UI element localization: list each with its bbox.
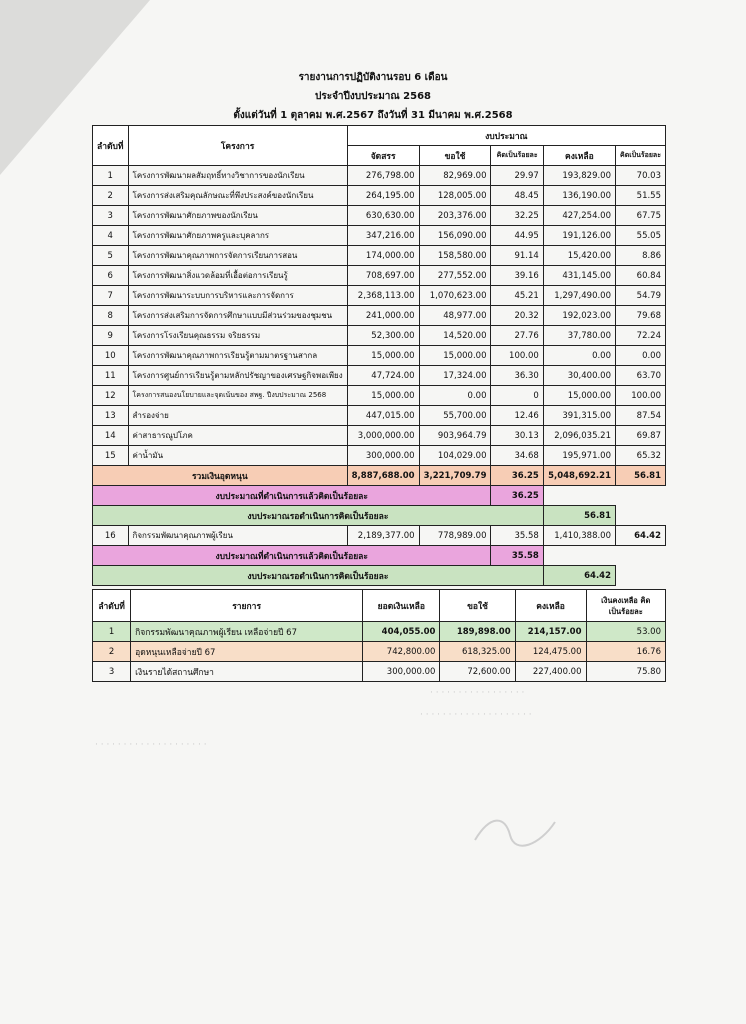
- table-row: [93, 166, 666, 186]
- row-no: 8: [93, 306, 129, 326]
- table-row: [93, 286, 666, 306]
- row-project-name: โครงการพัฒนาสิ่งแวดล้อมที่เอื้อต่อการเรียนรู้: [128, 266, 347, 286]
- row-no: 2: [93, 642, 131, 662]
- row-project-name: สำรองจ่าย: [128, 406, 347, 426]
- row-no: 10: [93, 346, 129, 366]
- row-no: 2: [93, 186, 129, 206]
- row-no: 14: [93, 426, 129, 446]
- row-no: 15: [93, 446, 129, 466]
- col-pct2-header: คิดเป็นร้อยละ: [616, 146, 666, 166]
- row-pct2: 72.24: [616, 326, 666, 346]
- row-alloc: 300,000.00: [347, 446, 419, 466]
- t2-col-pct-header-line1: เงินคงเหลือ คิด: [601, 595, 651, 605]
- faint-bleedthrough-text-2: · · · · · · · · · · · · · · · · · · · ·: [420, 710, 532, 720]
- row-remain: 136,190.00: [543, 186, 615, 206]
- row-project-name: โครงการพัฒนาคุณภาพการเรียนรู้ตามมาตรฐานสากล: [128, 346, 347, 366]
- row-used: 128,005.00: [419, 186, 491, 206]
- row-remain: 195,971.00: [543, 446, 615, 466]
- row-alloc: 264,195.00: [347, 186, 419, 206]
- row16-pct2: 64.42: [616, 526, 666, 546]
- table-row: [93, 306, 666, 326]
- row-project-name: ค่าสาธารณูปโภค: [128, 426, 347, 446]
- row-used: 618,325.00: [440, 642, 515, 662]
- row16-used: 778,989.00: [419, 526, 491, 546]
- total-used: 3,221,709.79: [419, 466, 491, 486]
- t2-col-remain-header: คงเหลือ: [515, 590, 586, 622]
- row-project-name: โครงการพัฒนาศักยภาพของนักเรียน: [128, 206, 347, 226]
- row-remain: 192,023.00: [543, 306, 615, 326]
- row-alloc: 3,000,000.00: [347, 426, 419, 446]
- row-pct2: 55.05: [616, 226, 666, 246]
- table-row: [93, 266, 666, 286]
- row16-remain: 1,410,388.00: [543, 526, 615, 546]
- t2-col-pct-header-line2: เป็นร้อยละ: [608, 606, 643, 616]
- total-pct: 36.25: [491, 466, 543, 486]
- row-pct: 12.46: [491, 406, 543, 426]
- row-pct2: 79.68: [616, 306, 666, 326]
- row-pct2: 54.79: [616, 286, 666, 306]
- row-project-name: โครงการส่งเสริมคุณลักษณะที่พึงประสงค์ของนักเรียน: [128, 186, 347, 206]
- t2-col-item-header: รายการ: [131, 590, 363, 622]
- col-project-header: โครงการ: [128, 126, 347, 166]
- summary-pending-row-2: [93, 566, 666, 586]
- row16-name: กิจกรรมพัฒนาคุณภาพผู้เรียน: [128, 526, 347, 546]
- row-pct: 0: [491, 386, 543, 406]
- row-pct: 16.76: [586, 642, 666, 662]
- t2-col-used-header: ขอใช้: [440, 590, 515, 622]
- row-used: 189,898.00: [440, 622, 515, 642]
- row16-alloc: 2,189,377.00: [347, 526, 419, 546]
- row-remain: 227,400.00: [515, 662, 586, 682]
- table-row: [93, 446, 666, 466]
- col-pct-header: คิดเป็นร้อยละ: [491, 146, 543, 166]
- row-used: 15,000.00: [419, 346, 491, 366]
- row-used: 156,090.00: [419, 226, 491, 246]
- t2-col-pct-header: [586, 590, 666, 622]
- row-used: 48,977.00: [419, 306, 491, 326]
- row-pct2: 65.32: [616, 446, 666, 466]
- row-pct2: 100.00: [616, 386, 666, 406]
- row-pct2: 87.54: [616, 406, 666, 426]
- row-project-name: โครงการพัฒนาผลสัมฤทธิ์ทางวิชาการของนักเรียน: [128, 166, 347, 186]
- row-pct: 34.68: [491, 446, 543, 466]
- table-row: [93, 662, 666, 682]
- row-no: 6: [93, 266, 129, 286]
- summary-pending-label-2: งบประมาณรอดำเนินการคิดเป็นร้อยละ: [93, 566, 544, 586]
- row-no: 1: [93, 166, 129, 186]
- col-remain-header: คงเหลือ: [543, 146, 615, 166]
- summary-used-row: [93, 486, 666, 506]
- row-alloc: 347,216.00: [347, 226, 419, 246]
- row-no: 7: [93, 286, 129, 306]
- total-pct2: 56.81: [616, 466, 666, 486]
- row-alloc: 276,798.00: [347, 166, 419, 186]
- row-pct: 44.95: [491, 226, 543, 246]
- row-pct2: 63.70: [616, 366, 666, 386]
- total-remain: 5,048,692.21: [543, 466, 615, 486]
- faint-signature: [470, 810, 560, 850]
- row-remain: 214,157.00: [515, 622, 586, 642]
- row-no: 3: [93, 662, 131, 682]
- row-used: 17,324.00: [419, 366, 491, 386]
- row-pct2: 0.00: [616, 346, 666, 366]
- row-alloc: 15,000.00: [347, 386, 419, 406]
- row-project-name: โครงการโรงเรียนคุณธรรม จริยธรรม: [128, 326, 347, 346]
- col-alloc-header: จัดสรร: [347, 146, 419, 166]
- row-pct: 30.13: [491, 426, 543, 446]
- table-row: [93, 406, 666, 426]
- table-row: [93, 622, 666, 642]
- row-item-name: กิจกรรมพัฒนาคุณภาพผู้เรียน เหลือจ่ายปี 67: [131, 622, 363, 642]
- row-used: 903,964.79: [419, 426, 491, 446]
- summary-pending-row: [93, 506, 666, 526]
- row-pct2: 70.03: [616, 166, 666, 186]
- row-pct: 36.30: [491, 366, 543, 386]
- row-pct: 29.97: [491, 166, 543, 186]
- row-used: 14,520.00: [419, 326, 491, 346]
- row-remain: 191,126.00: [543, 226, 615, 246]
- carryover-table: [92, 589, 666, 682]
- row-used: 72,600.00: [440, 662, 515, 682]
- table-row: [93, 246, 666, 266]
- row-balance: 742,800.00: [363, 642, 440, 662]
- row-alloc: 174,000.00: [347, 246, 419, 266]
- table-row: [93, 426, 666, 446]
- row-remain: 427,254.00: [543, 206, 615, 226]
- fiscal-year-title: ประจำปีงบประมาณ 2568: [314, 91, 432, 102]
- row-remain: 391,315.00: [543, 406, 615, 426]
- row-project-name: โครงการพัฒนาระบบการบริหารและการจัดการ: [128, 286, 347, 306]
- row16-pct: 35.58: [491, 526, 543, 546]
- row-project-name: โครงการส่งเสริมการจัดการศึกษาแบบมีส่วนร่วมของชุมชน: [128, 306, 347, 326]
- row-project-name: โครงการศูนย์การเรียนรู้ตามหลักปรัชญาของเศรษฐกิจพอเพียง: [128, 366, 347, 386]
- summary-used-value-2: 35.58: [491, 546, 543, 566]
- budget-rows: [93, 166, 666, 466]
- row-pct: 48.45: [491, 186, 543, 206]
- row-project-name: โครงการสนองนโยบายและจุดเน้นของ สพฐ. ปีงบประมาณ 2568: [128, 386, 347, 406]
- row-remain: 431,145.00: [543, 266, 615, 286]
- summary-pending-value: 56.81: [543, 506, 615, 526]
- col-no-header: ลำดับที่: [93, 126, 129, 166]
- row-pct2: 69.87: [616, 426, 666, 446]
- table-row: [93, 642, 666, 662]
- row-used: 82,969.00: [419, 166, 491, 186]
- row-no: 5: [93, 246, 129, 266]
- summary-used-label-2: งบประมาณที่ดำเนินการแล้วคิดเป็นร้อยละ: [93, 546, 491, 566]
- table-row: [93, 186, 666, 206]
- row-remain: 37,780.00: [543, 326, 615, 346]
- table-row: [93, 526, 666, 546]
- row-no: 12: [93, 386, 129, 406]
- row-pct: 75.80: [586, 662, 666, 682]
- row-no: 11: [93, 366, 129, 386]
- row-used: 0.00: [419, 386, 491, 406]
- row-project-name: โครงการพัฒนาคุณภาพการจัดการเรียนการสอน: [128, 246, 347, 266]
- summary-used-value: 36.25: [491, 486, 543, 506]
- row-no: 13: [93, 406, 129, 426]
- row-pct: 100.00: [491, 346, 543, 366]
- row-no: 1: [93, 622, 131, 642]
- row16-no: 16: [93, 526, 129, 546]
- t2-col-balance-header: ยอดเงินเหลือ: [363, 590, 440, 622]
- row-pct2: 60.84: [616, 266, 666, 286]
- row-used: 203,376.00: [419, 206, 491, 226]
- row-pct: 53.00: [586, 622, 666, 642]
- row-no: 4: [93, 226, 129, 246]
- summary-pending-value-2: 64.42: [543, 566, 615, 586]
- row-item-name: เงินรายได้สถานศึกษา: [131, 662, 363, 682]
- report-title: รายงานการปฏิบัติงานรอบ 6 เดือน: [298, 72, 448, 83]
- total-alloc: 8,887,688.00: [347, 466, 419, 486]
- row-no: 9: [93, 326, 129, 346]
- total-label: รวมเงินอุดหนุน: [93, 466, 348, 486]
- row-balance: 300,000.00: [363, 662, 440, 682]
- row-pct: 45.21: [491, 286, 543, 306]
- row-pct2: 8.86: [616, 246, 666, 266]
- col-budget-header: งบประมาณ: [347, 126, 665, 146]
- total-row: [93, 466, 666, 486]
- summary-used-label: งบประมาณที่ดำเนินการแล้วคิดเป็นร้อยละ: [93, 486, 491, 506]
- t2-col-no-header: ลำดับที่: [93, 590, 131, 622]
- budget-table: [92, 125, 666, 586]
- row-alloc: 630,630.00: [347, 206, 419, 226]
- row-pct: 27.76: [491, 326, 543, 346]
- date-range-title: ตั้งแต่วันที่ 1 ตุลาคม พ.ศ.2567 ถึงวันที่ 31 มีนาคม พ.ศ.2568: [233, 110, 513, 121]
- table-row: [93, 366, 666, 386]
- row-project-name: โครงการพัฒนาศักยภาพครูและบุคลากร: [128, 226, 347, 246]
- row-no: 3: [93, 206, 129, 226]
- row-remain: 193,829.00: [543, 166, 615, 186]
- row-used: 1,070,623.00: [419, 286, 491, 306]
- row-alloc: 2,368,113.00: [347, 286, 419, 306]
- row-remain: 15,000.00: [543, 386, 615, 406]
- row-remain: 2,096,035.21: [543, 426, 615, 446]
- faint-bleedthrough-text-3: · · · · · · · · · · · · · · · · · · · ·: [95, 740, 207, 750]
- row-alloc: 47,724.00: [347, 366, 419, 386]
- row-alloc: 708,697.00: [347, 266, 419, 286]
- table-row: [93, 346, 666, 366]
- row-remain: 1,297,490.00: [543, 286, 615, 306]
- table-row: [93, 226, 666, 246]
- row-remain: 124,475.00: [515, 642, 586, 662]
- faint-bleedthrough-text: · · · · · · · · · · · · · · · · ·: [430, 688, 525, 698]
- row-alloc: 52,300.00: [347, 326, 419, 346]
- summary-pending-label: งบประมาณรอดำเนินการคิดเป็นร้อยละ: [93, 506, 544, 526]
- row-alloc: 241,000.00: [347, 306, 419, 326]
- row-pct2: 51.55: [616, 186, 666, 206]
- row-pct2: 67.75: [616, 206, 666, 226]
- row-item-name: อุดหนุนเหลือจ่ายปี 67: [131, 642, 363, 662]
- row-used: 55,700.00: [419, 406, 491, 426]
- col-used-header: ขอใช้: [419, 146, 491, 166]
- table-row: [93, 206, 666, 226]
- row-pct: 20.32: [491, 306, 543, 326]
- table-row: [93, 386, 666, 406]
- row-alloc: 15,000.00: [347, 346, 419, 366]
- row-project-name: ค่าน้ำมัน: [128, 446, 347, 466]
- row-balance: 404,055.00: [363, 622, 440, 642]
- row-remain: 15,420.00: [543, 246, 615, 266]
- row-pct: 91.14: [491, 246, 543, 266]
- row-pct: 39.16: [491, 266, 543, 286]
- row-alloc: 447,015.00: [347, 406, 419, 426]
- row-used: 104,029.00: [419, 446, 491, 466]
- row-used: 158,580.00: [419, 246, 491, 266]
- row-remain: 0.00: [543, 346, 615, 366]
- row-remain: 30,400.00: [543, 366, 615, 386]
- carryover-rows: [93, 622, 666, 682]
- summary-used-row-2: [93, 546, 666, 566]
- row-pct: 32.25: [491, 206, 543, 226]
- table-row: [93, 326, 666, 346]
- row-used: 277,552.00: [419, 266, 491, 286]
